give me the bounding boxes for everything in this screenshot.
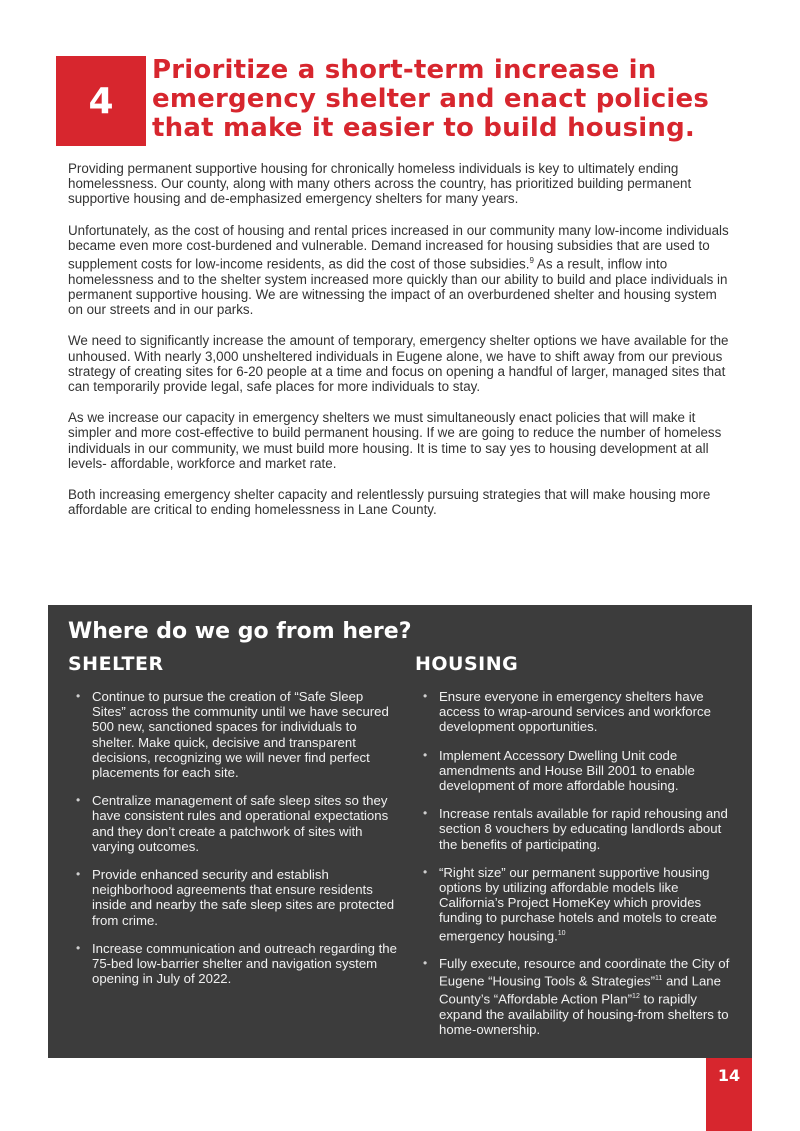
footnote-ref-12: 12 xyxy=(632,993,640,1001)
footnote-ref-11: 11 xyxy=(655,975,663,983)
list-item: • Centralize management of safe sleep sites so they have consistent rules and operational expectations and they don’t create a patchwork of sites with varying outcomes. xyxy=(76,793,398,854)
section-title: Prioritize a short-term increase in emergency shelter and enact policies that make it easier to build housing. xyxy=(152,55,710,143)
housing-list xyxy=(423,689,743,1050)
paragraph-4: As we increase our capacity in emergency shelters we must simultaneously enact policies that will make it simpler and more cost-effective to build permanent housing. If we are going to reduce the number of homeless individuals in our community, we must build more housing. It is time to say yes to housing development at all levels- affordable, workforce and market rate. xyxy=(68,410,722,471)
list-item-text-c: to rapidly expand the availability of housing-from shelters to home-ownership. xyxy=(439,991,729,1037)
list-item: • Continue to pursue the creation of “Safe Sleep Sites” across the community until we have secured 500 new, sanctioned spaces for individuals to shelter. Make quick, decisive and transparent decisions, recognizing we will never find perfect placements for each site. xyxy=(76,689,398,780)
shelter-heading: SHELTER xyxy=(68,653,164,675)
list-item: • Provide enhanced security and establish neighborhood agreements that ensure residents inside and nearby the safe sleep sites are protected from crime. xyxy=(76,867,398,928)
paragraph-1: Providing permanent supportive housing for chronically homeless individuals is key to ultimately ending homelessness. Our county, along with many others across the country, has prioritized building permanent supportive housing and de-emphasized emergency shelters for many years. xyxy=(68,161,692,207)
footnote-ref-9: 9 xyxy=(529,256,534,266)
action-panel xyxy=(48,605,752,1058)
list-item-text-a: Fully execute, resource and coordinate the City of Eugene “Housing Tools & Strategies” xyxy=(439,956,730,989)
housing-heading: HOUSING xyxy=(415,653,519,675)
page-number: 14 xyxy=(717,1066,741,1085)
footnote-ref-10: 10 xyxy=(557,929,566,937)
list-item xyxy=(423,865,743,943)
panel-title: Where do we go from here? xyxy=(68,619,412,644)
list-item-text-b: and Lane County’s “Affordable Action Plan” xyxy=(439,973,721,1007)
page-number-tab xyxy=(706,1058,752,1131)
list-item-text: “Right size” our permanent supportive housing options by utilizing affordable models like California’s Project HomeKey which provides funding to purchase hotels and motels to create emergency housing. xyxy=(439,864,717,944)
paragraph-2 xyxy=(68,223,734,318)
list-item: • Increase rentals available for rapid rehousing and section 8 vouchers by educating landlords about the benefits of participating. xyxy=(423,806,743,852)
paragraph-2-rest: As a result, inflow into homelessness and to the shelter system increased more quickly than our ability to build and place individuals in permanent supportive housing. We are witnessing the impact of an overburdened shelter and housing system on our streets and in our parks. xyxy=(68,256,728,318)
list-item: • Implement Accessory Dwelling Unit code amendments and House Bill 2001 to enable development of more affordable housing. xyxy=(423,748,743,794)
list-item: • Ensure everyone in emergency shelters have access to wrap-around services and workforce development opportunities. xyxy=(423,689,743,735)
paragraph-3: We need to significantly increase the amount of temporary, emergency shelter options we have available for the unhoused. With nearly 3,000 unsheltered individuals in Eugene alone, we have to shift away from our previous strategy of creating sites for 6-20 people at a time and focus on opening a handful of larger, managed sites that can temporarily provide legal, safe places for more individuals to stay. xyxy=(68,333,729,394)
section-number: 4 xyxy=(88,80,114,122)
shelter-list xyxy=(76,689,398,999)
paragraph-5: Both increasing emergency shelter capacity and relentlessly pursuing strategies that will make housing more affordable are critical to ending homelessness in Lane County. xyxy=(68,486,711,518)
list-item xyxy=(423,956,743,1037)
section-number-badge xyxy=(56,56,146,146)
list-item: • Increase communication and outreach regarding the 75-bed low-barrier shelter and navigation system opening in July of 2022. xyxy=(76,941,398,987)
paragraph-2-text: Unfortunately, as the cost of housing and rental prices increased in our community many low-income individuals became even more cost-burdened and vulnerable. Demand increased for housing subsidies that are used to supplement costs for low-income residents, as did the cost of those subsidies. xyxy=(68,222,729,272)
body-text xyxy=(68,161,734,533)
